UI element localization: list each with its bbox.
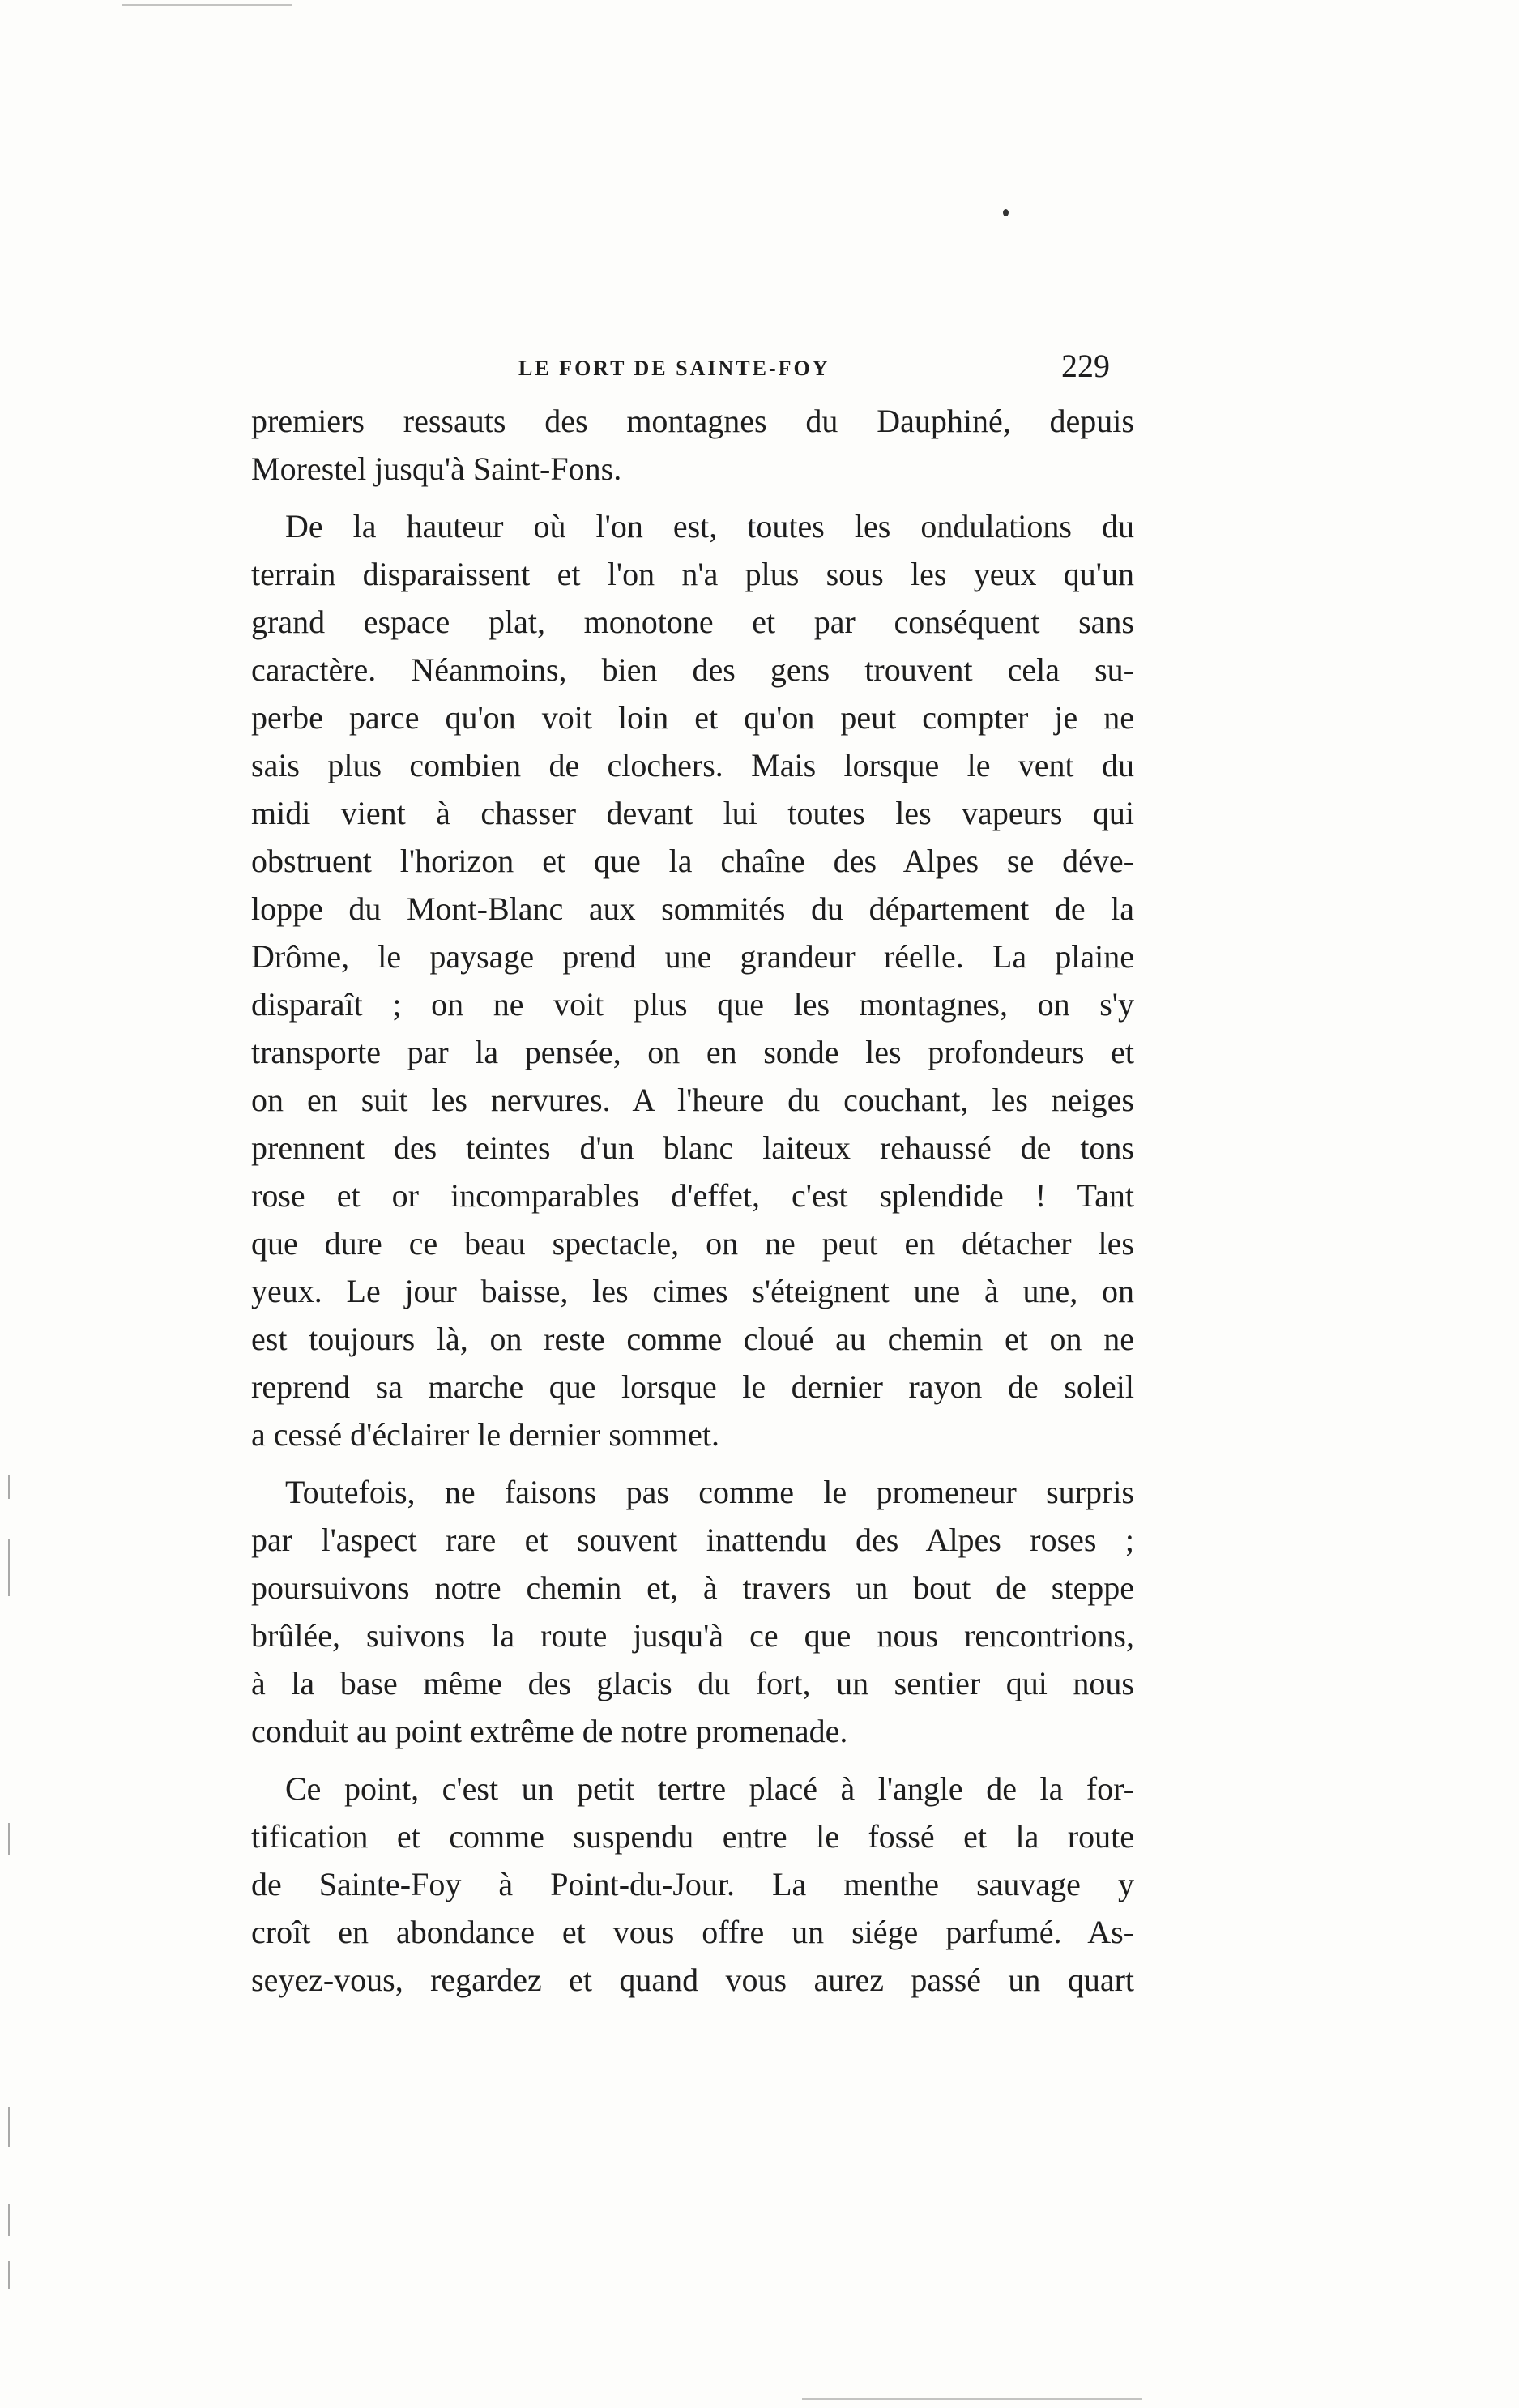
scan-edge-mark [802, 2398, 1142, 2400]
body-text [251, 397, 1134, 2004]
text-line: premiers ressauts des montagnes du Dauphiné, depuis [251, 403, 1134, 439]
text-line: perbe parce qu'on voit loin et qu'on peut compter je ne [251, 699, 1134, 736]
text-line: disparaît ; on ne voit plus que les montagnes, on s'y [251, 986, 1134, 1023]
scan-edge-mark [8, 2204, 10, 2236]
text-line: terrain disparaissent et l'on n'a plus sous les yeux qu'un [251, 556, 1134, 592]
text-line: Morestel jusqu'à Saint-Fons. [251, 450, 622, 487]
text-line: à la base même des glacis du fort, un sentier qui nous [251, 1665, 1134, 1701]
text-line: reprend sa marche que lorsque le dernier rayon de soleil [251, 1368, 1134, 1405]
text-line: poursuivons notre chemin et, à travers un bout de steppe [251, 1569, 1134, 1606]
text-line: yeux. Le jour baisse, les cimes s'éteignent une à une, on [251, 1273, 1134, 1309]
running-title: LE FORT DE SAINTE-FOY [518, 357, 830, 380]
paragraph [251, 1765, 1134, 2004]
ink-speck [1003, 209, 1009, 216]
text-line: que dure ce beau spectacle, on ne peut en détacher les [251, 1225, 1134, 1262]
scan-edge-mark [122, 4, 292, 6]
scan-edge-mark [8, 2107, 10, 2147]
text-line: prennent des teintes d'un blanc laiteux rehaussé de tons [251, 1129, 1134, 1166]
text-line: par l'aspect rare et souvent inattendu des Alpes roses ; [251, 1522, 1134, 1558]
text-line: rose et or incomparables d'effet, c'est splendide ! Tant [251, 1177, 1134, 1214]
text-line: Toutefois, ne faisons pas comme le promeneur surpris [285, 1474, 1134, 1510]
scan-edge-mark [8, 1539, 10, 1596]
text-line: loppe du Mont-Blanc aux sommités du département de la [251, 890, 1134, 927]
text-line: obstruent l'horizon et que la chaîne des Alpes se déve- [251, 843, 1134, 879]
text-line: de Sainte-Foy à Point-du-Jour. La menthe sauvage y [251, 1866, 1134, 1902]
text-line: a cessé d'éclairer le dernier sommet. [251, 1416, 720, 1453]
text-line: croît en abondance et vous offre un siége parfumé. As- [251, 1914, 1134, 1950]
text-line: conduit au point extrême de notre promenade. [251, 1713, 848, 1749]
paragraph [251, 1468, 1134, 1755]
text-line: brûlée, suivons la route jusqu'à ce que nous rencontrions, [251, 1617, 1134, 1654]
text-line: grand espace plat, monotone et par conséquent sans [251, 604, 1134, 640]
text-line: Ce point, c'est un petit tertre placé à l'angle de la for- [285, 1770, 1134, 1807]
scan-edge-mark [8, 2261, 10, 2289]
text-line: Drôme, le paysage prend une grandeur réelle. La plaine [251, 938, 1134, 975]
text-line: sais plus combien de clochers. Mais lorsque le vent du [251, 747, 1134, 783]
text-line: seyez-vous, regardez et quand vous aurez passé un quart [251, 1962, 1134, 1998]
page-number: 229 [1061, 348, 1110, 384]
text-line: transporte par la pensée, on en sonde les profondeurs et [251, 1034, 1134, 1070]
text-line: De la hauteur où l'on est, toutes les ondulations du [285, 508, 1134, 544]
text-line: tification et comme suspendu entre le fossé et la route [251, 1818, 1134, 1855]
paragraph [251, 397, 1134, 493]
text-line: midi vient à chasser devant lui toutes les vapeurs qui [251, 795, 1134, 831]
running-head [251, 347, 1110, 395]
text-line: on en suit les nervures. A l'heure du couchant, les neiges [251, 1082, 1134, 1118]
paragraph [251, 502, 1134, 1458]
text-line: caractère. Néanmoins, bien des gens trouvent cela su- [251, 651, 1134, 688]
text-line: est toujours là, on reste comme cloué au chemin et on ne [251, 1321, 1134, 1357]
scan-edge-mark [8, 1823, 10, 1855]
scan-edge-mark [8, 1475, 10, 1499]
